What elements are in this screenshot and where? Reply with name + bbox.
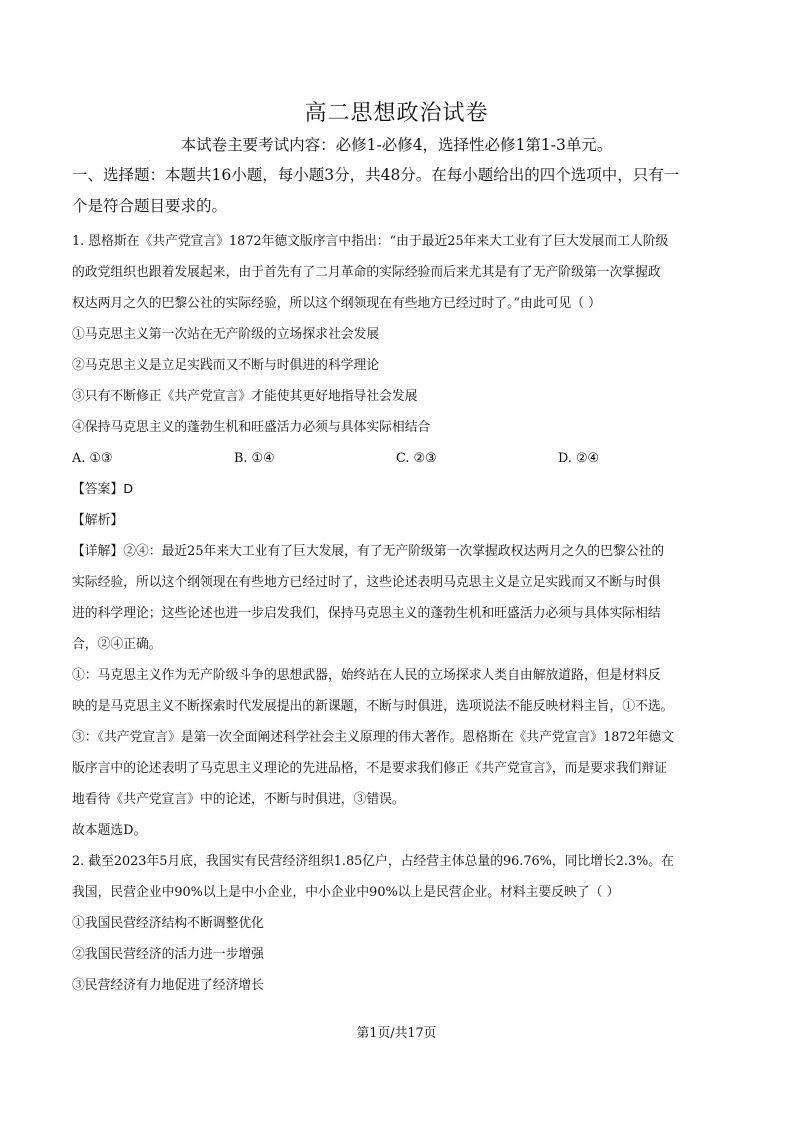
question-1 — [72, 226, 728, 846]
section-heading — [72, 160, 732, 222]
question-stem-line: 权达两月之久的巴黎公社的实际经验，所以这个纲领现在有些地方已经过时了。”由此可见（ ） — [72, 296, 601, 311]
analysis-line: 【详解】②④：最近25年来大工业有了巨大发展，有了无产阶级第一次掌握政权达两月之久的巴黎公社的 — [72, 544, 665, 559]
analysis-line: 合，②④正确。 — [72, 637, 162, 652]
section-heading-line: 个是符合题目要求的。 — [72, 197, 228, 215]
page-number: 第1页/共17页 — [356, 1026, 437, 1041]
analysis-line: 进的科学理论；这些论述也进一步启发我们，保持马克思主义的蓬勃生机和旺盛活力必须与具体实际相结 — [72, 606, 661, 621]
question-2 — [72, 846, 728, 1001]
question-stem-line: 的政党组织也跟着发展起来，由于首先有了二月革命的实际经验而后来尤其是有了无产阶级第一次掌握政 — [72, 265, 661, 280]
question-item: ②我国民营经济的活力进一步增强 — [72, 947, 264, 962]
analysis-line: ③：《共产党宣言》是第一次全面阐述科学社会主义原理的伟大著作。恩格斯在《共产党宣言》1872年德文 — [72, 730, 675, 745]
option-b: B. ①④ — [234, 451, 275, 466]
question-item: ④保持马克思主义的蓬勃生机和旺盛活力必须与具体实际相结合 — [72, 420, 431, 435]
analysis-line: 版序言中的论述表明了马克思主义理论的先进品格，不是要求我们修正《共产党宣言》，而是要求我们辩证 — [72, 761, 668, 776]
question-stem-line: 我国，民营企业中90%以上是中小企业，中小企业中90%以上是民营企业。材料主要反映了（ ） — [72, 885, 620, 900]
question-item: ②马克思主义是立足实践而又不断与时俱进的科学理论 — [72, 358, 380, 373]
exam-scope-note: 本试卷主要考试内容：必修1-必修4，选择性必修1第1-3单元。 — [180, 136, 613, 154]
answer-label: 【答案】D — [72, 482, 134, 497]
question-stem-line: 1. 恩格斯在《共产党宣言》1872年德文版序言中指出：“由于最近25年来大工业有了巨大发展而工人阶级 — [72, 234, 669, 249]
answer-options — [72, 443, 728, 474]
question-item: ①我国民营经济结构不断调整优化 — [72, 916, 264, 931]
option-d: D. ②④ — [558, 451, 599, 466]
question-item: ①马克思主义第一次站在无产阶级的立场探求社会发展 — [72, 327, 380, 342]
section-heading-line: 一、选择题：本题共16小题，每小题3分，共48分。在每小题给出的四个选项中，只有一 — [72, 166, 680, 184]
analysis-conclusion: 故本题选D。 — [72, 823, 147, 838]
analysis-label: 【解析】 — [72, 513, 124, 528]
analysis-line: 实际经验，所以这个纲领现在有些地方已经过时了，这些论述表明马克思主义是立足实践而又不断与时俱 — [72, 575, 661, 590]
question-item: ③只有不断修正《共产党宣言》才能使其更好地指导社会发展 — [72, 389, 418, 404]
analysis-line: 地看待《共产党宣言》中的论述，不断与时俱进，③错误。 — [72, 792, 405, 807]
analysis-line: ①：马克思主义作为无产阶级斗争的思想武器，始终站在人民的立场探求人类自由解放道路，但是材料反 — [72, 668, 661, 683]
option-a: A. ①③ — [72, 451, 113, 466]
question-stem-line: 2. 截至2023年5月底，我国实有民营经济组织1.85亿户，占经营主体总量的96.76%，同比增长2.3%。在 — [72, 854, 674, 869]
page-title: 高二思想政治试卷 — [304, 101, 489, 126]
analysis-line: 映的是马克思主义不断探索时代发展提出的新课题，不断与时俱进，选项说法不能反映材料主旨，①不选。 — [72, 699, 674, 714]
question-item: ③民营经济有力地促进了经济增长 — [72, 978, 264, 993]
option-c: C. ②③ — [396, 451, 437, 466]
